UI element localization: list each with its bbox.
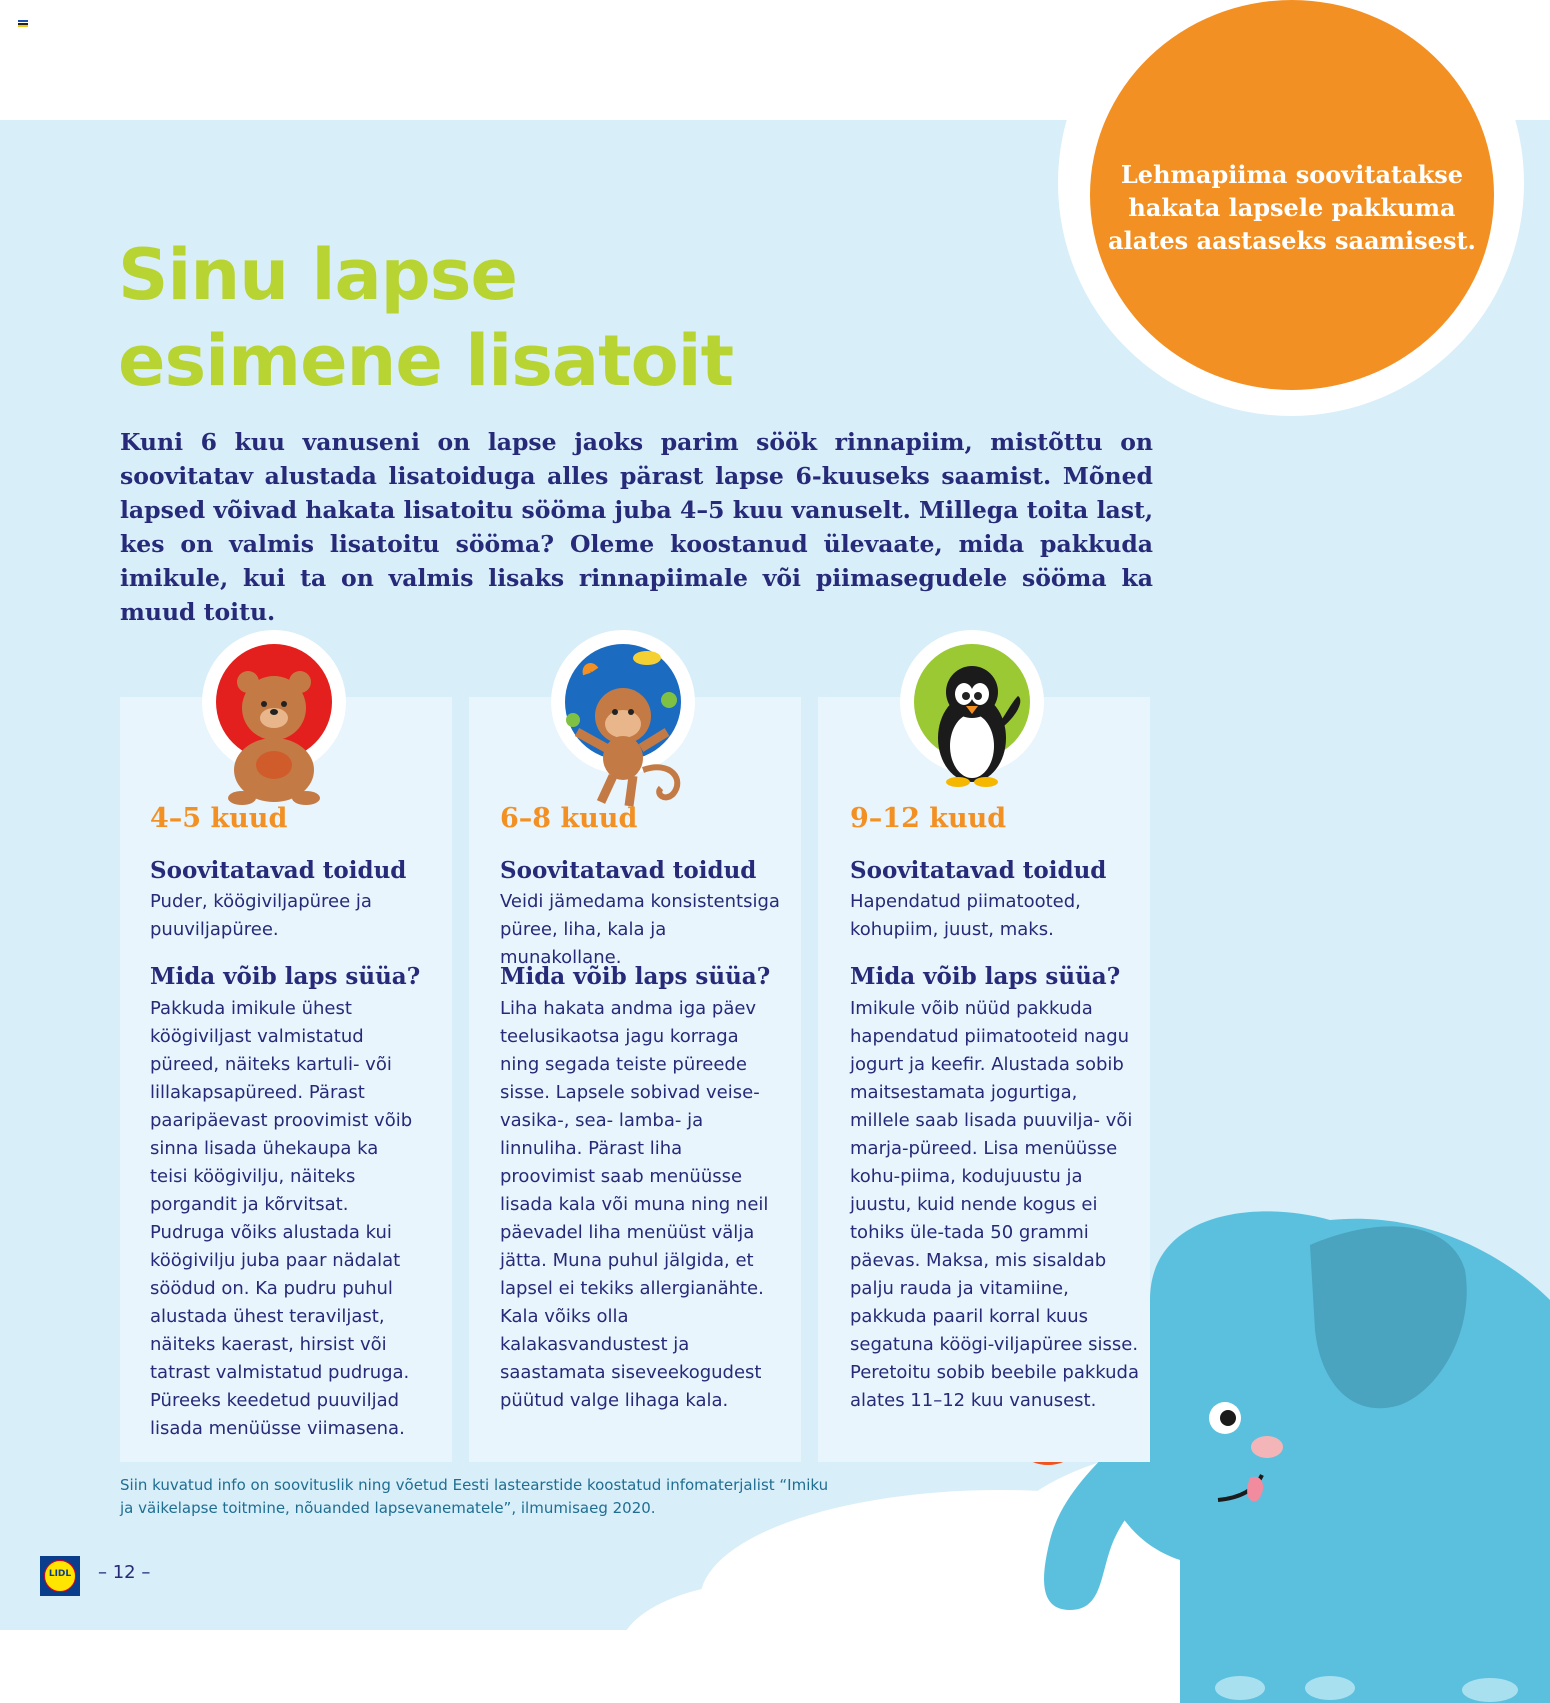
card-1-rec-heading: Soovitatavad toidud <box>150 857 407 884</box>
intro-paragraph: Kuni 6 kuu vanuseni on lapse jaoks parim söök rinnapiim, mistõttu on soovitatav alustada lisatoiduga alles pärast lapse 6-kuuseks saamist. Mõned lapsed võivad hakata lisatoitu sööma juba 4–5 kuu vanuselt. Millega toita last, kes on valmis lisatoitu sööma? Oleme koostanud ülevaate, mida pakkuda imikule, kui ta on valmis lisaks rinnapiimale või piimasegudele sööma ka muud toitu. <box>120 428 1153 626</box>
page-title <box>118 232 733 404</box>
page-title-line-1: Sinu lapse <box>118 234 517 316</box>
card-1-eat-heading: Mida võib laps süüa? <box>150 963 421 990</box>
logo-text: LIDL <box>48 1569 72 1579</box>
card-2-eat-text: Liha hakata andma iga päev teelusikaotsa jagu korraga ning segada teiste püreede sisse. Lapsele sobivad veise-vasika-, sea- lamba- ja linnuliha. Pärast liha proovimist saab menüüsse lisada kala või muna ning neil päevadel liha menüüst välja jätta. Muna puhul jälgida, et lapsel ei tekiks allergianähte. Kala võiks olla kalakasvandustest ja saastamata siseveekogudest püütud valge lihaga kala. <box>500 998 769 1411</box>
bear-badge <box>202 630 346 774</box>
card-3-eat-heading: Mida võib laps süüa? <box>850 963 1121 990</box>
callout-text: Lehmapiima soovitatakse hakata lapsele pakkuma alates aastaseks saamisest. <box>1108 160 1476 255</box>
card-1-rec-text: Puder, köögiviljapüree ja puuviljapüree. <box>150 891 372 940</box>
page-title-line-2: esimene lisatoit <box>118 320 734 402</box>
card-3-age: 9–12 kuud <box>850 803 1007 834</box>
lidl-logo <box>40 1556 80 1596</box>
penguin-badge <box>900 630 1044 774</box>
card-1-eat-text: Pakkuda imikule ühest köögiviljast valmistatud püreed, näiteks kartuli- või lillakapsapüreed. Pärast paaripäevast proovimist võib sinna lisada ühekaupa ka teisi köögivilju, näiteks porgandit ja kõrvitsat. Pudruga võiks alustada kui köögivilju juba paar nädalat söödud on. Ka pudru puhul alustada ühest teraviljast, näiteks kaerast, hirsist või tatrast valmistatud pudruga. Püreeks keedetud puuviljad lisada menüüsse viimasena. <box>150 998 413 1439</box>
page-number: – 12 – <box>98 1562 151 1583</box>
monkey-icon <box>551 630 695 810</box>
bear-icon <box>202 630 346 810</box>
monkey-badge <box>551 630 695 774</box>
card-1-age: 4–5 kuud <box>150 803 288 834</box>
card-2-age: 6–8 kuud <box>500 803 638 834</box>
card-3-rec-heading: Soovitatavad toidud <box>850 857 1107 884</box>
penguin-icon <box>900 630 1044 810</box>
card-2-rec-text: Veidi jämedama konsistentsiga püree, liha, kala ja munakollane. <box>500 891 780 968</box>
card-2-rec-heading: Soovitatavad toidud <box>500 857 757 884</box>
source-note: Siin kuvatud info on soovituslik ning võetud Eesti lastearstide koostatud infomaterjalist “Imiku ja väikelapse toitmine, nõuanded lapsevanematele”, ilmumisaeg 2020. <box>120 1476 829 1517</box>
card-3-rec-text: Hapendatud piimatooted, kohupiim, juust, maks. <box>850 891 1081 940</box>
card-2-eat-heading: Mida võib laps süüa? <box>500 963 771 990</box>
card-3-eat-text: Imikule võib nüüd pakkuda hapendatud piimatooteid nagu jogurt ja keefir. Alustada sobib maitsestamata jogurtiga, millele saab lisada puuvilja- või marja-püreed. Lisa menüüsse kohu-piima, kodujuustu ja juustu, kuid nende kogus ei tohiks üle-tada 50 grammi päevas. Maksa, mis sisaldab palju rauda ja vitamiine, pakkuda paaril korral kuus segatuna köögi-viljapüree sisse. Peretoitu sobib beebile pakkuda alates 11–12 kuu vanusest. <box>850 998 1140 1411</box>
